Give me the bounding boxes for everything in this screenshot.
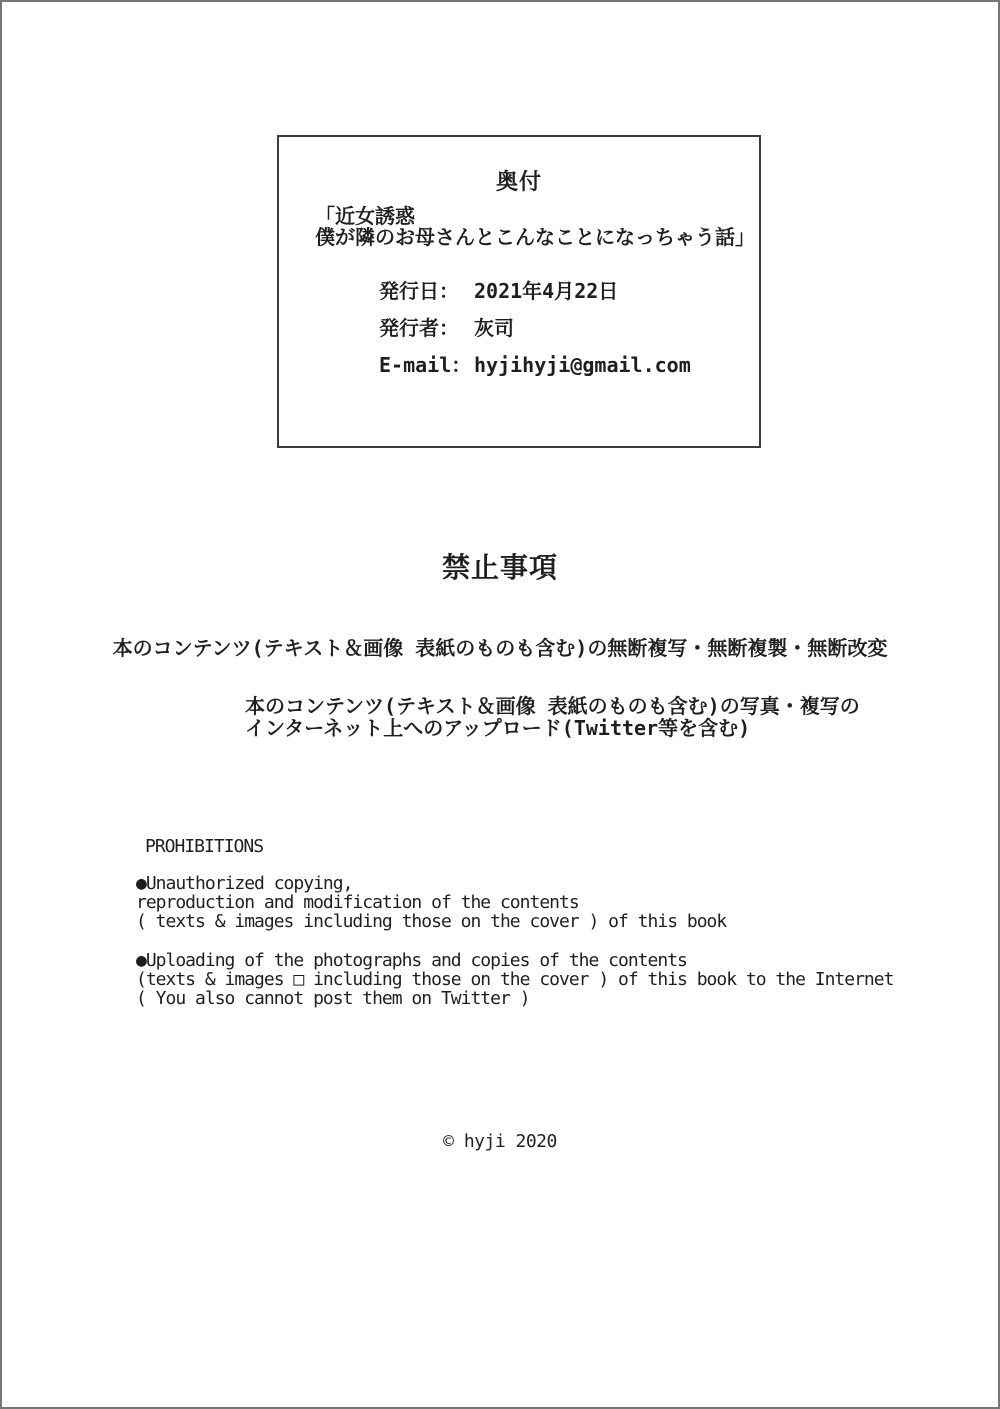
prohibitions-jp-item1: 本のコンテンツ(テキスト＆画像 表紙のものも含む)の無断複写・無断複製・無断改変 <box>112 636 888 660</box>
field-row-email <box>379 354 691 376</box>
colophon-box <box>277 135 761 448</box>
colophon-heading: 奥付 <box>495 170 542 195</box>
book-title-line2: 僕が隣のお母さんとこんなことになっちゃう話」 <box>315 225 755 249</box>
email-value: hyjihyji@gmail.com <box>474 353 691 377</box>
field-row-publication-date <box>379 280 691 302</box>
prohibitions-jp-heading: 禁止事項 <box>441 551 558 584</box>
book-title-line1: 「近女誘惑 <box>315 204 415 228</box>
prohibitions-jp-item2-line2: インターネット上へのアップロード(Twitter等を含む) <box>245 716 751 740</box>
publisher-label: 発行者： <box>379 316 459 340</box>
publication-date-value: 2021年4月22日 <box>474 279 619 303</box>
publication-date-label: 発行日： <box>379 279 459 303</box>
book-title <box>315 206 755 248</box>
prohibitions-en-item1-line2: reproduction and modification of the contents <box>136 892 579 913</box>
prohibitions-en-item2-line3: ( You also cannot post them on Twitter ) <box>136 988 530 1009</box>
field-row-publisher <box>379 317 691 339</box>
prohibitions-en-item2 <box>136 951 893 1008</box>
email-label: E-mail： <box>379 353 472 377</box>
prohibitions-jp-item2 <box>245 695 860 739</box>
prohibitions-en-item1 <box>136 874 726 931</box>
prohibitions-en-item2-line2: (texts & images □ including those on the cover ) of this book to the Internet <box>136 969 894 990</box>
copyright-line: © hyji 2020 <box>443 1131 557 1152</box>
publisher-value: 灰司 <box>474 316 514 340</box>
colophon-fields <box>379 280 691 391</box>
prohibitions-en-item2-line1: ●Uploading of the photographs and copies of the contents <box>136 950 687 971</box>
prohibitions-jp-item2-line1: 本のコンテンツ(テキスト＆画像 表紙のものも含む)の写真・複写の <box>245 694 860 718</box>
prohibitions-en-item1-line3: ( texts & images including those on the cover ) of this book <box>136 911 727 932</box>
prohibitions-en-heading: PROHIBITIONS <box>145 836 264 857</box>
prohibitions-en-item1-line1: ●Unauthorized copying, <box>136 873 353 894</box>
